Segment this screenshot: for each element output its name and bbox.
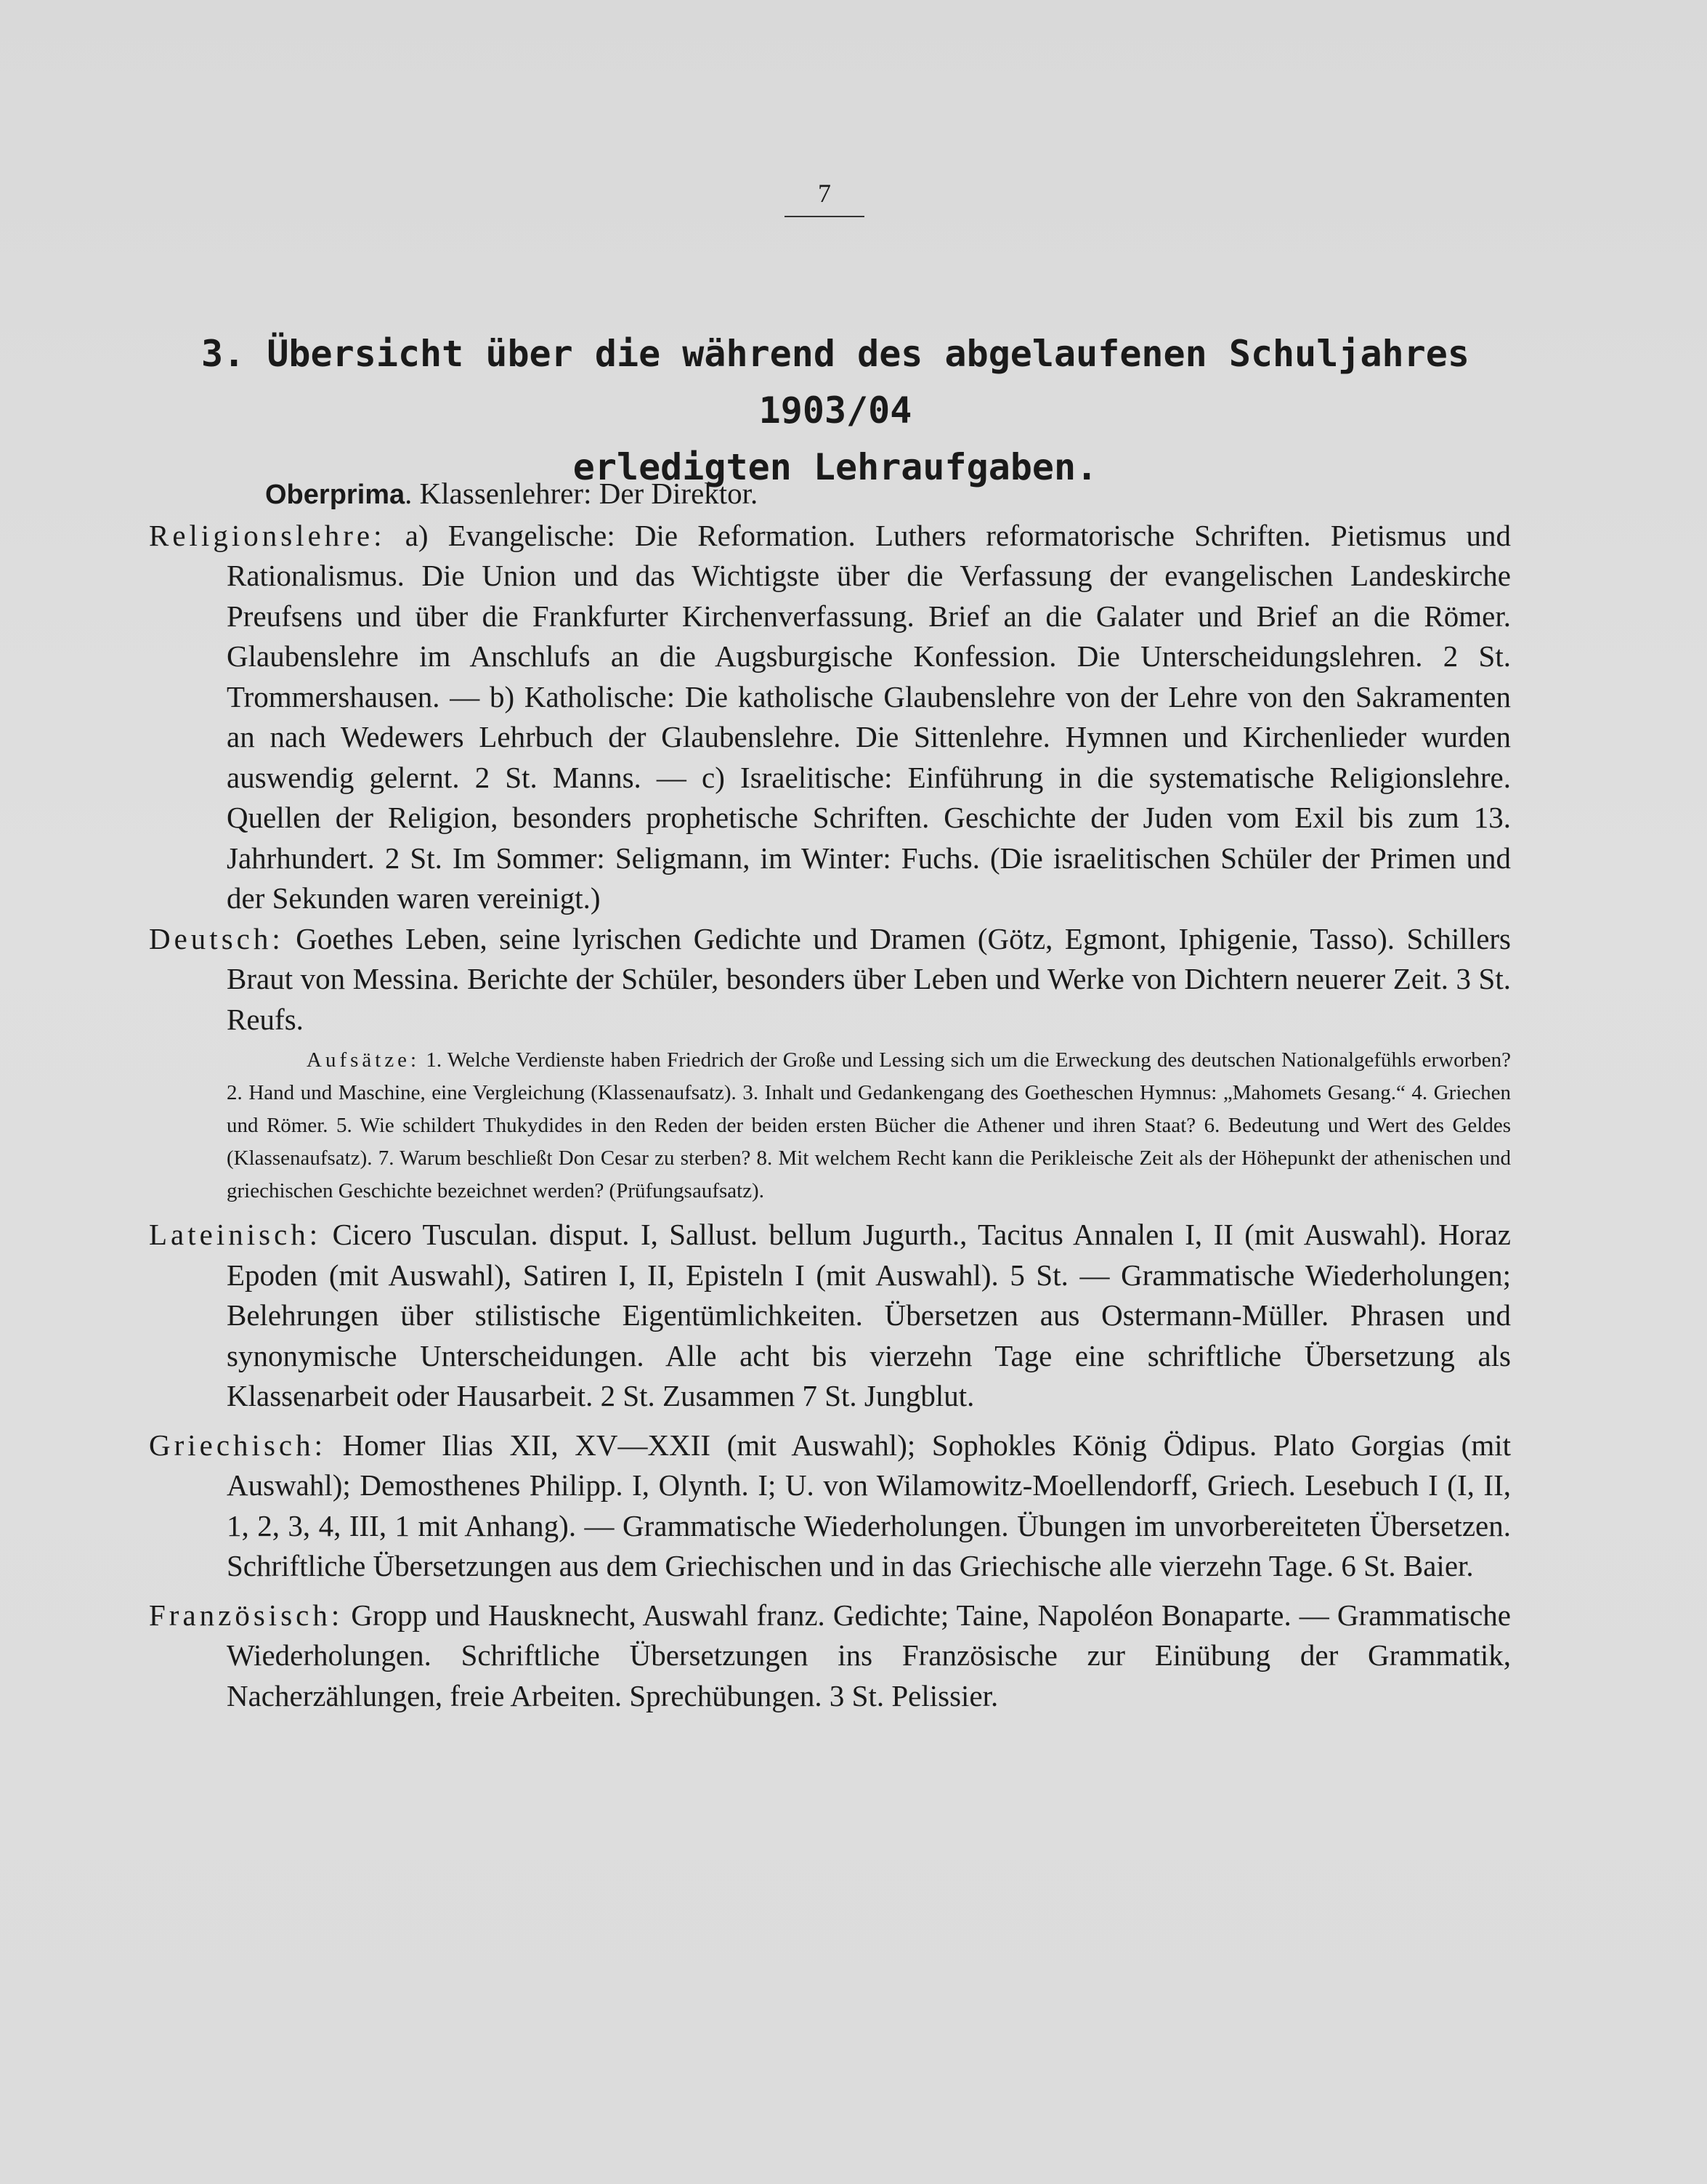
subject-text: Homer Ilias XII, XV—XXII (mit Auswahl); Sophokles König Ödipus. Plato Gorgias (mit Auswahl); Demosthenes Philipp. I, Olynth. I; U. von Wilamowitz-Moellendorff, Griech. Lesebuch I (I, II, 1, 2, 3, 4, III, 1 mit Anhang). — Grammatische Wiederholungen. Übungen im unvorbereiteten Übersetzen. Schriftliche Übersetzungen aus dem Griechischen und in das Griechische alle vierzehn Tage. 6 St. Baier. [227, 1428, 1511, 1582]
subject-name: Französisch: [149, 1598, 344, 1632]
class-name: Oberprima [265, 480, 405, 510]
subject-griechisch [149, 1425, 1511, 1587]
heading-line-2: erledigten Lehraufgaben. [572, 446, 1098, 488]
subject-text: Gropp und Hausknecht, Auswahl franz. Gedichte; Taine, Napoléon Bonaparte. — Grammatische Wiederholungen. Schriftliche Übersetzungen ins Französische zur Einübung der Grammatik, Nacherzählungen, freie Arbeiten. Sprechübungen. 3 St. Pelissier. [227, 1598, 1511, 1712]
subject-name: Griechisch: [149, 1428, 326, 1462]
class-teacher: . Klassenlehrer: Der Direktor. [405, 477, 758, 510]
subject-text: Cicero Tusculan. disput. I, Sallust. bellum Jugurth., Tacitus Annalen I, II (mit Auswahl). Horaz Epoden (mit Auswahl), Satiren I, II, Episteln I (mit Auswahl). 5 St. — Grammatische Wiederholungen; Belehrungen über stilistische Eigentümlichkeiten. Übersetzen aus Ostermann-Müller. Phrasen und synonymische Unterscheidungen. Alle acht bis vierzehn Tage eine schriftliche Übersetzung als Klassenarbeit oder Hausarbeit. 2 St. Zusammen 7 St. Jungblut. [227, 1218, 1511, 1412]
subject-name: Deutsch: [149, 921, 284, 955]
subject-name: Religionslehre: [149, 518, 386, 552]
essay-text: 1. Welche Verdienste haben Friedrich der Große und Lessing sich um die Erweckung des deutschen Nationalgefühls erworben? 2. Hand und Maschine, eine Vergleichung (Klassenaufsatz). 3. Inhalt und Gedankengang des Goetheschen Hymnus: „Mahomets Gesang.“ 4. Griechen und Römer. 5. Wie schildert Thukydides in den Reden der beiden ersten Bücher die Athener und ihren Staat? 6. Bedeutung und Wert des Geldes (Klassenaufsatz). 7. Warum beschließt Don Cesar zu sterben? 8. Mit welchem Recht kann die Perikleische Zeit als der Höhepunkt der athenischen und griechischen Geschichte bezeichnet werden? (Prüfungsaufsatz). [227, 1048, 1511, 1202]
page-body [149, 474, 1511, 1716]
subject-name: Lateinisch: [149, 1218, 322, 1251]
subject-text: Goethes Leben, seine lyrischen Gedichte und Dramen (Götz, Egmont, Iphigenie, Tasso). Schillers Braut von Messina. Berichte der Schüler, besonders über Leben und Werke von Dichtern neuerer Zeit. 3 St. Reufs. [227, 921, 1511, 1036]
subject-latein [149, 1215, 1511, 1417]
subject-deutsch [149, 919, 1511, 1040]
subject-text: a) Evangelische: Die Reformation. Luthers reformatorische Schriften. Pietismus und Rationalismus. Die Union und das Wichtigste über die Verfassung der evangelischen Landeskirche Preufsens und über die Frankfurter Kirchenverfassung. Brief an die Galater und Brief an die Römer. Glaubenslehre im Anschlufs an die Augsburgische Konfession. Die Unterscheidungslehren. 2 St. Trommershausen. — b) Katholische: Die katholische Glaubenslehre von der Lehre von den Sakramenten an nach Wedewers Lehrbuch der Glaubenslehre. Die Sittenlehre. Hymnen und Kirchenlieder wurden auswendig gelernt. 2 St. Manns. — c) Israelitische: Einführung in die systematische Religionslehre. Quellen der Religion, besonders prophetische Schriften. Geschichte der Juden vom Exil bis zum 13. Jahrhundert. 2 St. Im Sommer: Seligmann, im Winter: Fuchs. (Die israelitischen Schüler der Primen und der Sekunden waren vereinigt.) [227, 518, 1511, 915]
essay-label: Aufsätze: [307, 1048, 421, 1072]
class-line [265, 474, 1511, 516]
page-number: 7 [784, 178, 864, 217]
heading-line-1: 3. Übersicht über die während des abgelaufenen Schuljahres 1903/04 [201, 333, 1469, 432]
essay-topics [227, 1044, 1511, 1208]
section-heading [145, 325, 1525, 496]
subject-religion [149, 516, 1511, 919]
subject-franzoesisch [149, 1595, 1511, 1717]
